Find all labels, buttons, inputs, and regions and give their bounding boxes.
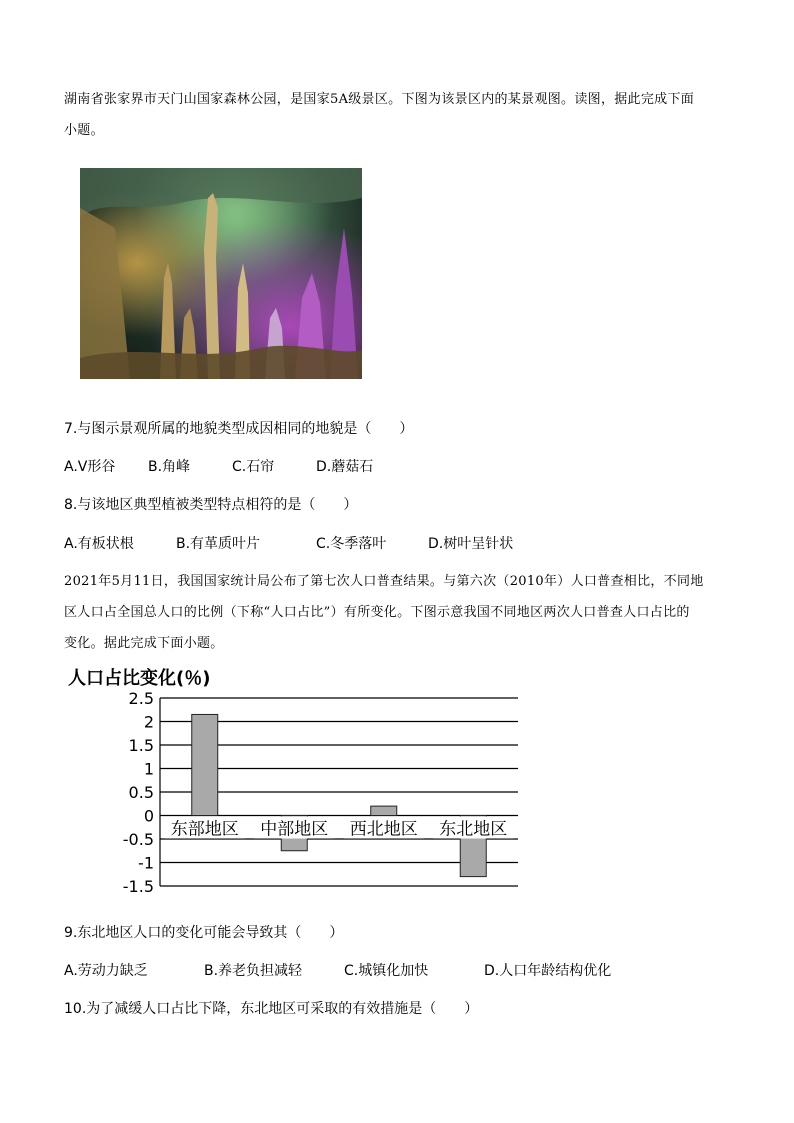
q7-option-c[interactable]: C.石帘 [232, 459, 275, 475]
y-tick-label: -0.5 [122, 830, 154, 849]
question-7: 7.与图示景观所属的地貌类型成因相同的地貌是（ ） [64, 421, 414, 437]
category-label: 中部地区 [260, 819, 329, 840]
chart-y-axis [123, 690, 154, 895]
y-tick-label: 0.5 [128, 783, 154, 802]
y-tick-label: -1 [138, 853, 154, 873]
intro-2-line-3: 变化。据此完成下面小题。 [64, 636, 224, 651]
intro-1-line-1: 湖南省张家界市天门山国家森林公园，是国家5A级景区。下图为该景区内的某景观图。读图，据此完成下面 [64, 92, 695, 107]
q7-option-a[interactable]: A.V形谷 [64, 459, 116, 475]
q9-option-b[interactable]: B.养老负担减轻 [204, 963, 303, 979]
chart-title: 人口占比变化(％) [68, 668, 211, 689]
category-label: 东部地区 [170, 819, 239, 840]
q8-option-c[interactable]: C.冬季落叶 [316, 536, 387, 552]
y-tick-label: -1.5 [122, 877, 154, 895]
q9-option-d[interactable]: D.人口年龄结构优化 [484, 963, 612, 979]
question-10: 10.为了减缓人口占比下降，东北地区可采取的有效措施是（ ） [64, 1001, 479, 1017]
q9-option-a[interactable]: A.劳动力缺乏 [64, 963, 148, 979]
y-tick-label: 1 [143, 759, 154, 779]
bar [371, 806, 397, 815]
q7-option-d[interactable]: D.蘑菇石 [316, 459, 374, 475]
intro-2-line-2: 区人口占全国总人口的比例（下称“人口占比”）有所变化。下图示意我国不同地区两次人口普查人口占比的 [64, 605, 690, 620]
q9-option-c[interactable]: C.城镇化加快 [344, 963, 429, 979]
intro-2-line-1: 2021年5月11日，我国国家统计局公布了第七次人口普查结果。与第六次（2010年）人口普查相比，不同地 [64, 574, 704, 589]
cave-landscape-photo [80, 168, 362, 379]
question-9: 9.东北地区人口的变化可能会导致其（ ） [64, 925, 344, 941]
chart-x-axis [165, 817, 514, 840]
chart-bars [192, 714, 487, 876]
cave-photo-illustration [80, 168, 362, 379]
intro-passage-2 [64, 566, 744, 659]
q8-option-a[interactable]: A.有板状根 [64, 536, 134, 552]
y-tick-label: 1.5 [128, 736, 154, 755]
question-8: 8.与该地区典型植被类型特点相符的是（ ） [64, 497, 358, 513]
q8-option-d[interactable]: D.树叶呈针状 [428, 536, 514, 552]
category-label: 西北地区 [349, 819, 418, 840]
bar [192, 714, 218, 815]
intro-1-line-2: 小题。 [64, 123, 104, 138]
y-tick-label: 2.5 [128, 690, 154, 708]
population-share-chart [110, 690, 530, 895]
intro-passage-1 [64, 84, 744, 146]
q7-option-b[interactable]: B.角峰 [148, 459, 191, 475]
y-tick-label: 2 [143, 712, 154, 732]
category-label: 东北地区 [439, 819, 508, 840]
q8-option-b[interactable]: B.有革质叶片 [176, 536, 261, 552]
y-tick-label: 0 [143, 806, 154, 826]
